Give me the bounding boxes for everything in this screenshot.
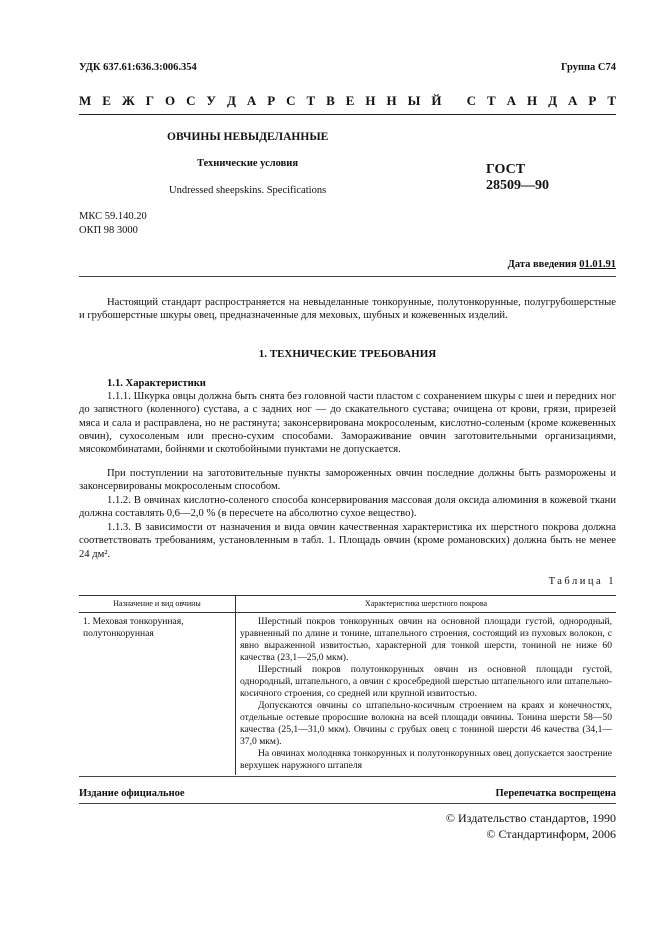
english-title: Undressed sheepskins. Specifications (169, 185, 327, 196)
paragraph-1-1-1: 1.1.1. Шкурка овцы должна быть снята без головной части пластом с сохранением шкуры с шеи и передних ног до запястного (коленного) сустава, а с задних ног — до скакательного сустава; очищена от крови, грязи, прирезей мяса и сала и расправлена, но не растянута; законсервирована мокросоленым, кислотно-соленым (кроме кожевенных овчин), сухосоленым или пресно-сухим способами. Замораживание овчин заготовительными организациями, мясокомбинатами, бойнями и скотобойными пунктами не допускается. (79, 391, 616, 456)
characteristic-paragraph: Шерстный покров тонкорунных овчин на основной площади густой, однородный, уравненный по длине и тонине, штапельного строения, состоящий из пуховых волокон, с явно выраженной извитостью, характерной для тонкой шерсти, тониной не ниже 60 качества (23,1—25,0 мкм). (240, 616, 612, 663)
okp-code: ОКП 98 3000 (79, 225, 138, 236)
document-title: ОВЧИНЫ НЕВЫДЕЛАННЫЕ (167, 131, 329, 143)
paragraph-1-1-2: 1.1.2. В овчинах кислотно-соленого способа консервирования массовая доля оксида алюминия в кожевой ткани должна составлять 0,6—2,0 % (в пересчете на абсолютно сухое вещество). (79, 495, 616, 520)
heading-letter: Е (102, 93, 111, 108)
heading-letter: А (568, 93, 578, 108)
heading-letter: Ж (121, 93, 135, 108)
paragraph-1-1-3: 1.1.3. В зависимости от назначения и вида овчин качественная характеристика их шерстного покрова должна соответствовать требованиям, установленным в табл. 1. Площадь овчин (кроме романовских) должна быть не менее 24 дм². (79, 522, 616, 560)
date-label: Дата введения (507, 259, 580, 270)
heading-letter: Н (386, 93, 397, 108)
heading-letter: С (286, 93, 296, 108)
header-rule (79, 114, 616, 115)
heading-letter: Г (145, 93, 154, 108)
group-code: Группа С74 (560, 62, 616, 73)
heading-letter: Н (365, 93, 376, 108)
copyright-2006: © Стандартинформ, 2006 (486, 827, 616, 841)
copyright-1990: © Издательство стандартов, 1990 (445, 811, 616, 825)
heading-letter: Й (431, 93, 442, 108)
characteristic-paragraph: Шерстный покров полутонкорунных овчин из основной площади густой, однородный, штапельного, а овчин с кросебредной шерстью штапельного или штапельно-косичного строения, со средней или крупной извитостью. (240, 664, 612, 699)
table-cell-characteristic (236, 613, 617, 776)
heading-letter: Т (607, 93, 616, 108)
heading-letter: А (506, 93, 517, 108)
characteristic-paragraph: На овчинах молодняка тонкорунных и полутонкорунных овец допускается заострение верхушек наружного штапеля (240, 748, 612, 771)
reprint-prohibited: Перепечатка воспрещена (495, 788, 616, 799)
table-header-row (79, 596, 616, 613)
characteristics-table (79, 595, 616, 775)
gost-number: 28509—90 (486, 178, 549, 193)
heading-letter: У (206, 93, 216, 108)
heading-letter: Д (226, 93, 236, 108)
subsection-heading: 1.1. Характеристики (107, 378, 206, 389)
heading-letter: О (164, 93, 176, 108)
heading-letter: М (79, 93, 92, 108)
table-label: Таблица 1 (548, 576, 616, 587)
heading-letter: Р (267, 93, 276, 108)
gost-label: ГОСТ (486, 162, 526, 177)
interstate-standard-heading (79, 93, 616, 109)
column-header-characteristic: Характеристика шерстного покрова (236, 596, 617, 613)
mks-code: МКС 59.140.20 (79, 211, 147, 222)
paragraph-1-1-1-cont: При поступлении на заготовительные пункты замороженных овчин последние должны быть разморожены и законсервированы мокросоленым способом. (79, 468, 616, 493)
udk-code: УДК 637.61:636.3:006.354 (79, 62, 197, 73)
heading-letter: В (326, 93, 335, 108)
heading-letter: Т (487, 93, 496, 108)
heading-letter: Т (306, 93, 316, 108)
column-header-purpose: Назначение и вид овчины (79, 596, 236, 613)
footer-rule (79, 776, 616, 777)
date-value: 01.01.91 (579, 259, 616, 270)
intro-paragraph: Настоящий стандарт распространяется на невыделанные тонкорунные, полутонкорунные, полугрубошерстные и грубошерстные шкуры овец, предназначенные для меховых, шубных и кожевенных изделий. (79, 297, 616, 322)
heading-letter: С (466, 93, 477, 108)
table-cell-purpose: 1. Меховая тонкорунная, полутонкорунная (79, 613, 236, 776)
official-edition: Издание официальное (79, 788, 185, 799)
date-rule (79, 276, 616, 277)
introduction-date (508, 259, 616, 270)
heading-letter (452, 93, 455, 109)
heading-letter: Е (345, 93, 355, 108)
section-heading: 1. ТЕХНИЧЕСКИЕ ТРЕБОВАНИЯ (258, 348, 437, 360)
table-row (79, 613, 616, 776)
heading-letter: Д (548, 93, 558, 108)
characteristic-paragraph: Допускаются овчины со штапельно-косичным строением на краях и конечностях, отдельные остевые проросшие волокна на всей площади овчины. Тонина шерсти 58—50 качества (25,1—31,0 мкм). Овчины с грубых овец с тониной шерсти 46 качества (34,1—37,0 мкм). (240, 700, 612, 747)
heading-letter: Н (527, 93, 538, 108)
heading-letter: А (246, 93, 257, 108)
document-subtitle: Технические условия (197, 158, 299, 169)
heading-letter: Р (588, 93, 597, 108)
footer-rule-2 (79, 803, 616, 804)
heading-letter: Ы (407, 93, 421, 108)
heading-letter: С (186, 93, 196, 108)
